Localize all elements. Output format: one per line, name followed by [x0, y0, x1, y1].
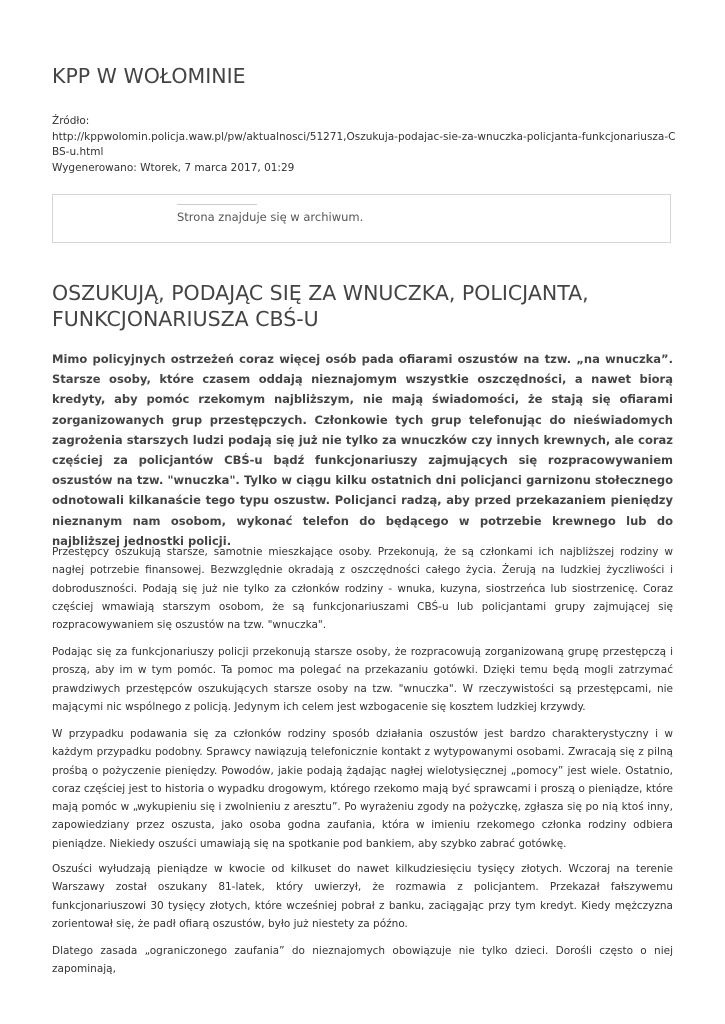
article-paragraph: Przestępcy oszukują starsze, samotnie mieszkające osoby. Przekonują, że są członkami ich najbliższej rodziny w nagłej potrzebie finansowej. Bezwzględnie okradają z oszczędności całego życia. Żerują na ludzkiej życzliwości i dobroduszności. Podają się już nie tylko za członków rodziny - wnuka, kuzyna, siostrzeńca lub siostrzenicę. Coraz częściej wmawiają starszym osobom, że są funkcjonariuszami CBŚ-u lub policjantami grupy zajmującej się rozpracowywaniem się oszustów na tzw. "wnuczka".	[52, 546, 673, 632]
generated-date: Wygenerowano: Wtorek, 7 marca 2017, 01:29	[52, 161, 295, 174]
source-label: Źródło:	[52, 115, 90, 127]
archive-divider	[177, 204, 257, 205]
source-url: http://kppwolomin.policja.waw.pl/pw/aktualnosci/51271,Oszukuja-podajac-sie-za-wnuczka-policjanta-funkcjonariusza-CBS-u.html	[52, 130, 676, 158]
site-title: KPP W WOŁOMINIE	[52, 64, 246, 88]
article-paragraph: Dlatego zasada „ograniczonego zaufania” do nieznajomych obowiązuje nie tylko dzieci. Dorośli często o niej zapominają,	[52, 945, 673, 976]
article-lead: Mimo policyjnych ostrzeżeń coraz więcej osób pada ofiarami oszustów na tzw. „na wnuczka”. Starsze osoby, które czasem oddają nieznajomym wszystkie oszczędności, a nawet biorą kredyty, aby pomóc rzekomym najbliższym, nie mają świadomości, że stają się ofiarami zorganizowanych grup przestępczych. Członkowie tych grup telefonując do nieświadomych zagrożenia starszych ludzi podają się już nie tylko za wnuczków czy innych krewnych, ale coraz częściej za policjantów CBŚ-u bądź funkcjonariuszy zajmujących się rozpracowywaniem oszustów na tzw. "wnuczka". Tylko w ciągu kilku ostatnich dni policjanci garnizonu stołecznego odnotowali kilkanaście tego typu oszustw. Policjanci radzą, aby przed przekazaniem pieniędzy nieznanym nam osobom, wykonać telefon do będącego w potrzebie krewnego lub do najbliższej jednostki policji.	[52, 352, 673, 548]
article-title: OSZUKUJĄ, PODAJĄC SIĘ ZA WNUCZKA, POLICJANTA, FUNKCJONARIUSZA CBŚ-U	[52, 281, 589, 331]
article-paragraph: W przypadku podawania się za członków rodziny sposób działania oszustów jest bardzo charakterystyczny i w każdym przypadku podobny. Sprawcy nawiązują telefonicznie kontakt z wytypowanymi osobami. Zwracają się z pilną prośbą o pożyczenie pieniędzy. Powodów, jakie podają żądając nagłej wielotysięcznej „pomocy” jest wiele. Ostatnio, coraz częściej jest to historia o wypadku drogowym, którego rzekomo mają być sprawcami i proszą o pieniądze, które mają pomóc w „wykupieniu się i zwolnieniu z aresztu”. Po wyrażeniu zgody na pożyczkę, zgłasza się po nią ktoś inny, zapowiedziany przez oszusta, jako osoba godna zaufania, która w imieniu rzekomego członka rodziny odbiera pieniądze. Niekiedy oszuści umawiają się na spotkanie pod bankiem, aby szybko zabrać gotówkę.	[52, 728, 673, 850]
article-paragraph: Oszuści wyłudzają pieniądze w kwocie od kilkuset do nawet kilkudziesięciu tysięcy złotych. Wczoraj na terenie Warszawy został oszukany 81-latek, który uwierzył, że rozmawia z policjantem. Przekazał fałszywemu funkcjonariuszowi 30 tysięcy złotych, które wcześniej pobrał z banku, zaciągając przy tym kredyt. Kiedy mężczyzna zorientował się, że padł ofiarą oszustów, było już niestety za późno.	[52, 863, 673, 930]
article-paragraph: Podając się za funkcjonariuszy policji przekonują starsze osoby, że rozpracowują zorganizowaną grupę przestępczą i proszą, aby im w tym pomóc. Ta pomoc ma polegać na przekazaniu gotówki. Dzięki temu będą mogli zatrzymać prawdziwych przestępców oszukujących starsze osoby na tzw. "wnuczka". W rzeczywistości są przestępcami, nie mającymi nic wspólnego z policją. Jedynym ich celem jest wzbogacenie się kosztem ludzkiej krzywdy.	[52, 646, 673, 713]
archive-notice-box	[52, 194, 671, 243]
source-meta	[52, 114, 677, 176]
archive-notice: Strona znajduje się w archiwum.	[177, 210, 364, 224]
